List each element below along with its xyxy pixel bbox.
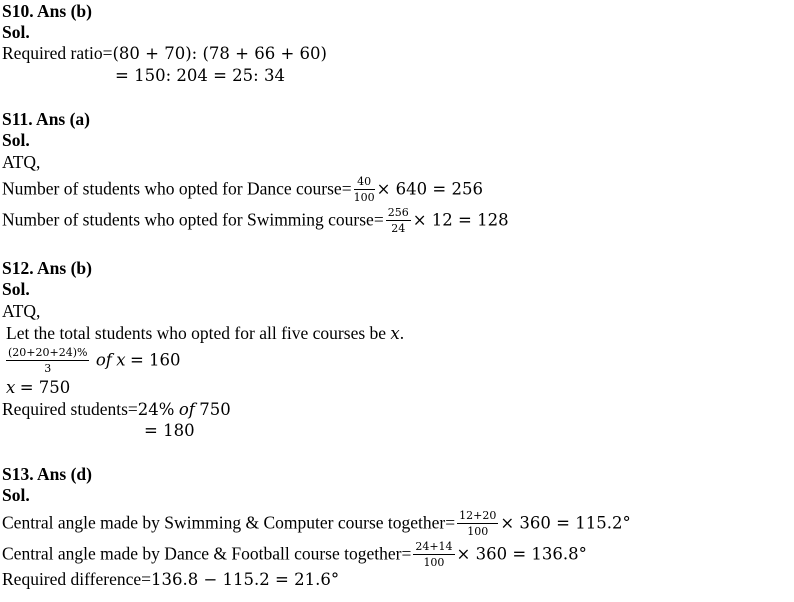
fraction-numerator: (20+20+24)% bbox=[8, 346, 88, 359]
s12-let-text: Let the total students who opted for all five courses be bbox=[6, 323, 387, 343]
fraction-numerator: 256 bbox=[387, 206, 409, 219]
s12-required-base: 750 bbox=[199, 400, 231, 419]
s12-fraction-line bbox=[4, 347, 181, 376]
s12-x-symbol: x bbox=[6, 378, 16, 397]
fraction-denominator: 100 bbox=[423, 556, 445, 569]
fraction-denominator: 3 bbox=[44, 362, 52, 375]
s13-angle1-fraction bbox=[457, 509, 498, 538]
s11-dance-fraction bbox=[354, 175, 375, 204]
s13-difference-expression: 136.8 − 115.2 = 21.6° bbox=[151, 570, 340, 589]
fraction-numerator: 24+14 bbox=[415, 540, 453, 553]
s13-angle1-result: × 360 = 115.2° bbox=[500, 513, 631, 533]
s10-ratio-result: = 150: 204 = 25: 34 bbox=[115, 66, 285, 85]
s12-x-value: = 750 bbox=[19, 378, 71, 397]
fraction-numerator: 12+20 bbox=[459, 509, 497, 522]
s13-angle1-label: Central angle made by Swimming & Computer course together= bbox=[2, 512, 456, 533]
s13-heading: S13. Ans (d) bbox=[2, 464, 92, 484]
s11-dance-label: Number of students who opted for Dance course= bbox=[2, 178, 352, 199]
s11-swim-fraction bbox=[386, 206, 411, 235]
s13-angle2-line bbox=[2, 541, 587, 570]
s10-heading: S10. Ans (b) bbox=[2, 1, 92, 21]
s11-swim-line bbox=[2, 207, 509, 236]
s11-sol-label: Sol. bbox=[2, 130, 30, 150]
s10-ratio-line bbox=[2, 42, 327, 65]
s13-angle2-fraction bbox=[413, 540, 454, 569]
s12-required-label: Required students= bbox=[2, 399, 138, 419]
s12-let-line bbox=[6, 322, 404, 345]
fraction-numerator: 40 bbox=[354, 175, 375, 190]
fraction-denominator: 24 bbox=[391, 222, 406, 235]
s12-required-line bbox=[2, 398, 231, 421]
s11-heading: S11. Ans (a) bbox=[2, 109, 91, 129]
s13-difference-line bbox=[2, 568, 339, 591]
s11-atq: ATQ, bbox=[2, 152, 41, 172]
s13-angle1-line bbox=[2, 510, 631, 539]
s12-variable-x: x bbox=[390, 324, 400, 343]
s10-ratio-expression: (80 + 70): (78 + 66 + 60) bbox=[112, 44, 327, 63]
s11-swim-label: Number of students who opted for Swimming course= bbox=[2, 209, 384, 230]
s12-of-word: of bbox=[95, 350, 112, 370]
s12-of-x: x bbox=[116, 350, 126, 370]
s12-required-result: = 180 bbox=[144, 421, 195, 440]
s13-sol-label: Sol. bbox=[2, 485, 30, 505]
s12-let-period: . bbox=[399, 323, 405, 343]
s10-sol-label: Sol. bbox=[2, 22, 30, 42]
s12-required-percent: 24% bbox=[137, 400, 175, 419]
s10-ratio-label: Required ratio= bbox=[2, 43, 113, 63]
s13-angle2-result: × 360 = 136.8° bbox=[456, 544, 587, 564]
s13-difference-label: Required difference= bbox=[2, 569, 151, 589]
s12-atq: ATQ, bbox=[2, 301, 41, 321]
fraction-denominator: 100 bbox=[353, 191, 375, 204]
s12-x-value-line bbox=[6, 376, 70, 399]
s12-of-result: = 160 bbox=[129, 350, 181, 370]
s11-dance-result: × 640 = 256 bbox=[376, 179, 483, 199]
s12-required-of: of bbox=[178, 400, 195, 419]
s11-swim-result: × 12 = 128 bbox=[412, 210, 509, 230]
s12-heading: S12. Ans (b) bbox=[2, 258, 92, 278]
s13-angle2-label: Central angle made by Dance & Football course together= bbox=[2, 543, 412, 564]
s12-sol-label: Sol. bbox=[2, 279, 30, 299]
s11-dance-line bbox=[2, 176, 483, 205]
s12-fraction bbox=[6, 346, 89, 375]
fraction-denominator: 100 bbox=[467, 525, 489, 538]
